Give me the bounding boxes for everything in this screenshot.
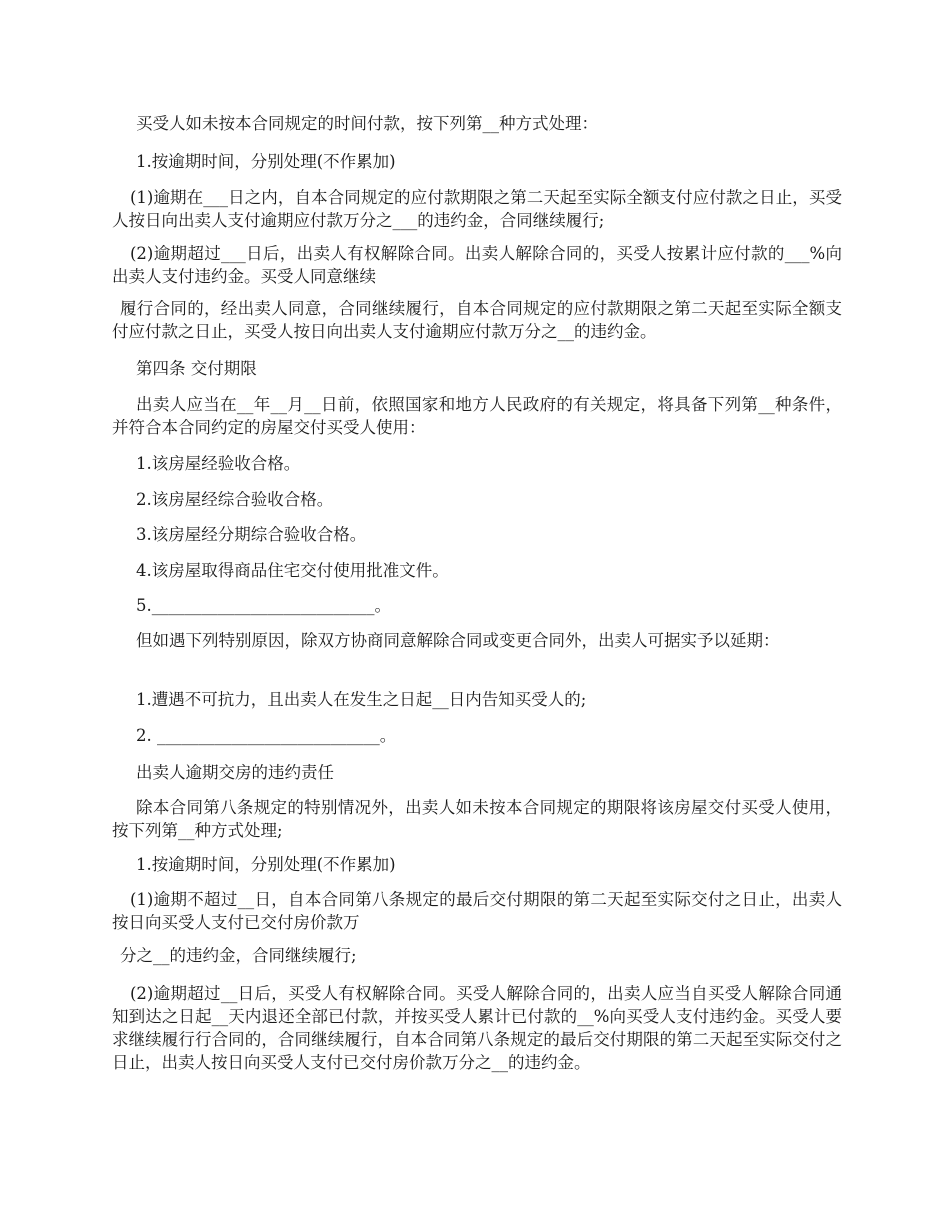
paragraph-extension-intro: 但如遇下列特别原因，除双方协商同意解除合同或变更合同外，出卖人可据实予以延期： bbox=[136, 631, 780, 650]
paragraph-late-item-1-2: (2)逾期超过__日后，买受人有权解除合同。买受人解除合同的，出卖人应当自买受人解除合同通知到达之日起__天内退还全部已付款，并按买受人累计已付款的__%向买受人支付违约金。买受人要求继续履行行合同的，合同继续履行，自本合同第八条规定的最后交付期限的第二天起至实际交付之日止，出卖人按日向买受人支付已交付房价款万分之__的违约金。 bbox=[112, 984, 842, 1072]
paragraph-payment-item-1-1: (1)逾期在___日之内，自本合同规定的应付款期限之第二天起至实际全额支付应付款之日止，买受人按日向出卖人支付逾期应付款万分之___的违约金，合同继续履行; bbox=[112, 188, 842, 230]
paragraph-extension-item-1: 1.遭遇不可抗力，且出卖人在发生之日起__日内告知买受人的; bbox=[136, 690, 587, 709]
paragraph-delivery-deadline: 出卖人应当在__年__月__日前，依照国家和地方人民政府的有关规定，将具备下列第__种条件，并符合本合同约定的房屋交付买受人使用： bbox=[112, 395, 842, 437]
paragraph-condition-3: 3.该房屋经分期综合验收合格。 bbox=[136, 525, 367, 544]
paragraph-extension-item-2: 2. ___________________________。 bbox=[136, 726, 397, 745]
paragraph-payment-intro: 买受人如未按本合同规定的时间付款，按下列第__种方式处理： bbox=[136, 114, 598, 133]
paragraph-payment-item-1-2: (2)逾期超过___日后，出卖人有权解除合同。出卖人解除合同的，买受人按累计应付款的___%向出卖人支付违约金。买受人同意继续 bbox=[112, 244, 842, 286]
paragraph-late-item-1-1: (1)逾期不超过__日，自本合同第八条规定的最后交付期限的第二天起至实际交付之日止，出卖人按日向买受人支付已交付房价款万 bbox=[112, 890, 842, 932]
paragraph-payment-item-1: 1.按逾期时间，分别处理(不作累加) bbox=[136, 152, 396, 171]
section-heading-late-delivery: 出卖人逾期交房的违约责任 bbox=[136, 763, 334, 782]
paragraph-late-delivery-intro: 除本合同第八条规定的特别情况外，出卖人如未按本合同规定的期限将该房屋交付买受人使用，按下列第__种方式处理; bbox=[112, 798, 842, 840]
paragraph-condition-4: 4.该房屋取得商品住宅交付使用批准文件。 bbox=[136, 561, 449, 580]
paragraph-late-item-1: 1.按逾期时间，分别处理(不作累加) bbox=[136, 855, 396, 874]
paragraph-condition-1: 1.该房屋经验收合格。 bbox=[136, 454, 301, 473]
paragraph-late-item-1-1-cont: 分之__的违约金，合同继续履行; bbox=[120, 946, 357, 965]
paragraph-condition-2: 2.该房屋经综合验收合格。 bbox=[136, 490, 334, 509]
paragraph-condition-5: 5.___________________________。 bbox=[136, 596, 391, 615]
section-heading-article-4: 第四条 交付期限 bbox=[136, 359, 257, 378]
paragraph-payment-continue: 履行合同的，经出卖人同意，合同继续履行，自本合同规定的应付款期限之第二天起至实际全额支付应付款之日止，买受人按日向出卖人支付逾期应付款万分之__的违约金。 bbox=[112, 299, 842, 341]
